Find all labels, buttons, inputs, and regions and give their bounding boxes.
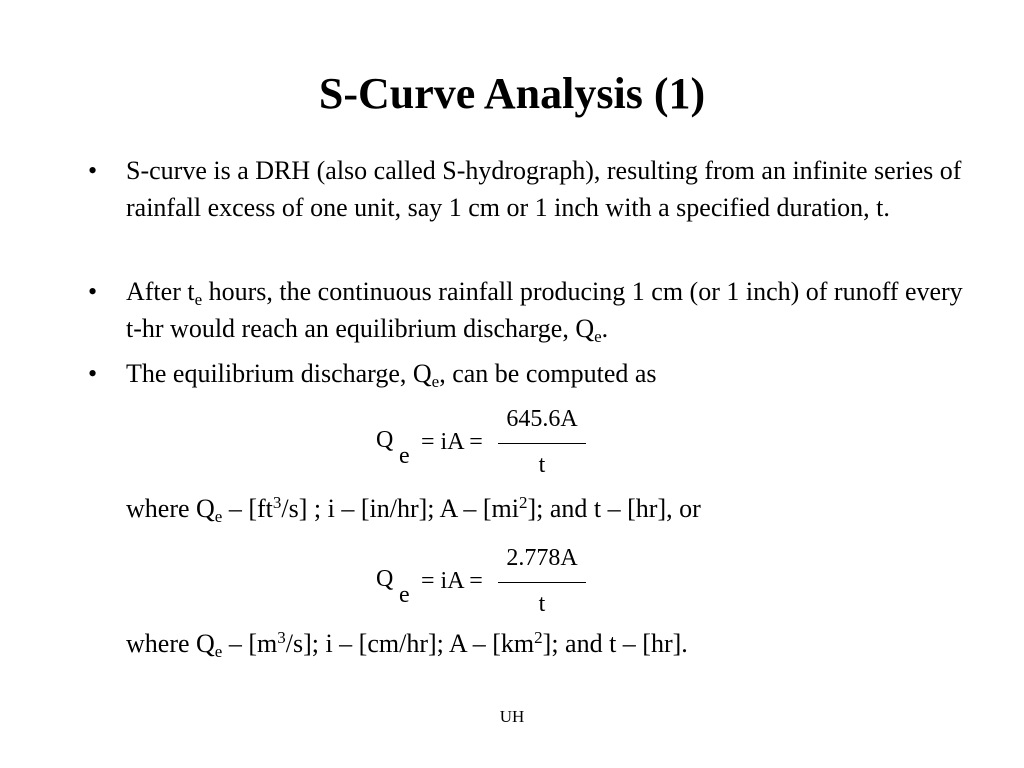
text-segment: hours, the continuous rainfall producing 1 cm (or 1 inch) of runoff every t-hr would reach an equilibrium discharge, Q xyxy=(126,277,963,343)
bullet-marker: • xyxy=(88,277,98,306)
text-segment: . xyxy=(601,314,609,343)
superscript: 3 xyxy=(272,493,282,512)
bullet-text xyxy=(126,273,968,347)
slide-title: S-Curve Analysis (1) xyxy=(318,69,706,118)
text-segment: /s] ; i – [in/hr]; A – [mi xyxy=(281,494,519,523)
subscript: e xyxy=(214,642,223,661)
text-segment: /s]; i – [cm/hr]; A – [km xyxy=(285,629,535,658)
superscript: 2 xyxy=(534,628,543,647)
equation-lhs-subscript: e xyxy=(399,443,410,469)
equation-lhs: Q xyxy=(376,427,394,453)
text-segment: After t xyxy=(126,277,195,306)
equation-lhs-subscript: e xyxy=(399,582,410,608)
text-segment: where Q xyxy=(126,494,215,523)
text-segment: where Q xyxy=(126,629,215,658)
bullet-text: S-curve is a DRH (also called S-hydrograph), resulting from an infinite series of rainfall excess of one unit, say 1 cm or 1 inch with a specified duration, t. xyxy=(126,156,962,222)
bullet-marker: • xyxy=(88,156,98,185)
equation-denominator: t xyxy=(538,591,546,617)
fraction-bar xyxy=(498,582,586,583)
units-note-si xyxy=(126,625,986,662)
equation-lhs: Q xyxy=(376,566,394,592)
bullet-text xyxy=(126,355,968,392)
superscript: 2 xyxy=(519,493,528,512)
bullet-equilibrium-discharge xyxy=(88,355,968,392)
text-segment: , can be computed as xyxy=(439,359,657,388)
equation-middle: = iA = xyxy=(421,429,483,455)
text-segment: ]; and t – [hr], or xyxy=(527,494,701,523)
equation-middle: = iA = xyxy=(421,568,483,594)
fraction-bar xyxy=(498,443,586,444)
units-note-us xyxy=(126,490,986,527)
text-segment: – [ft xyxy=(222,494,273,523)
equation-denominator: t xyxy=(538,452,546,478)
bullet-marker: • xyxy=(88,359,98,388)
superscript: 3 xyxy=(277,628,286,647)
bullet-scurve-definition xyxy=(88,152,968,226)
text-segment: – [m xyxy=(222,629,278,658)
equation-si-units xyxy=(376,545,616,619)
subscript: e xyxy=(194,290,203,309)
slide-footer: UH xyxy=(499,707,525,726)
bullet-equilibrium-time xyxy=(88,273,968,347)
equation-us-units xyxy=(376,406,616,480)
text-segment: ]; and t – [hr]. xyxy=(542,629,688,658)
text-segment: The equilibrium discharge, Q xyxy=(126,359,432,388)
subscript: e xyxy=(431,372,440,391)
subscript: e xyxy=(214,507,223,526)
equation-numerator: 645.6A xyxy=(506,406,578,432)
equation-numerator: 2.778A xyxy=(506,545,578,571)
subscript: e xyxy=(594,327,602,346)
